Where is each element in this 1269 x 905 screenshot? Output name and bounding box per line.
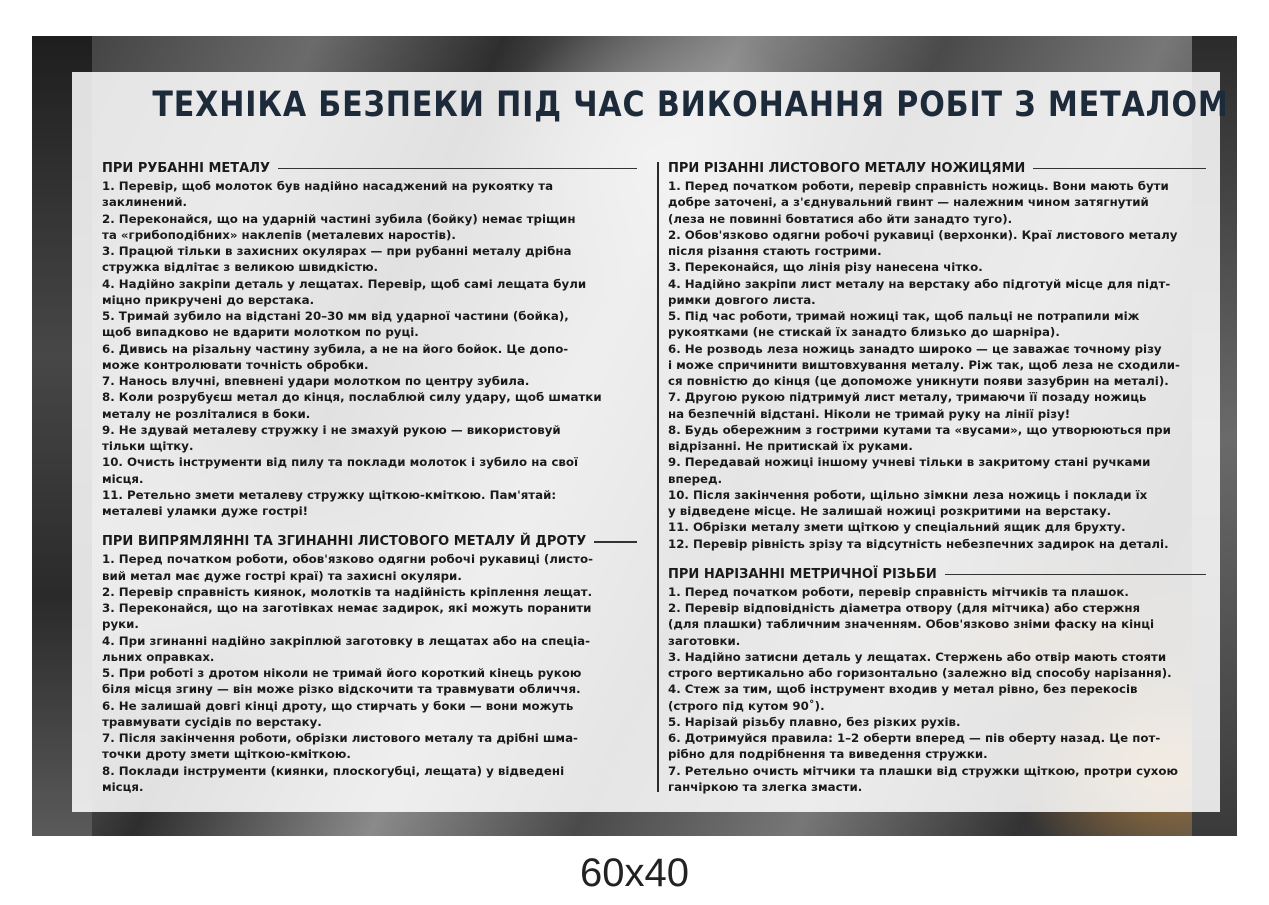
list-item: 2. Перевір відповідність діаметра отвору (для мітчика) або стержня bbox=[668, 601, 1141, 615]
format-label: 60x40 bbox=[580, 851, 689, 895]
list-item: 4. Стеж за тим, щоб інструмент входив у метал рівно, без перекосів bbox=[668, 682, 1138, 697]
list-item: 6. Не розводь леза ножиць занадто широко — це заважає точному різу bbox=[668, 341, 1162, 356]
list-item: 12. Перевір рівність зрізу та відсутність небезпечних задирок на деталі. bbox=[668, 536, 1169, 551]
list-item: льних оправках. bbox=[102, 649, 215, 664]
list-item: 3. Надійно затисни деталь у лещатах. Стержень або отвір мають стояти bbox=[668, 649, 1167, 664]
list-item: 4. Надійно закріпи лист металу на верстаку або підготуй місце для підт- bbox=[668, 276, 1171, 291]
list-item: добре заточені, а з'єднувальний гвинт — належним чином затягнутий bbox=[668, 195, 1149, 210]
section-heading-bending: ПРИ ВИПРЯМЛЯННІ ТА ЗГИНАННІ ЛИСТОВОГО МЕТАЛУ Й ДРОТУ bbox=[102, 533, 637, 550]
list-item: металу не розліталися в боки. bbox=[102, 406, 311, 421]
list-item: 11. Обрізки металу змети щіткою у спеціальний ящик для брухту. bbox=[668, 520, 1126, 535]
list-item: строго вертикально або горизонтально (залежно від способу нарізання). bbox=[668, 666, 1172, 680]
list-item: 3. Переконайся, що на заготівках немає задирок, які можуть поранити bbox=[102, 601, 592, 615]
list-item: тільки щітку. bbox=[102, 439, 194, 453]
list-item: металеві уламки дуже гострі! bbox=[102, 504, 309, 518]
list-item: 6. Не залишай довгі кінці дроту, що стирчать у боки — вони можуть bbox=[102, 698, 574, 713]
list-item: 7. Після закінчення роботи, обрізки листового металу та дрібні шма- bbox=[102, 731, 578, 745]
list-item: у відведене місце. Не залишай ножиці розкритими на верстаку. bbox=[668, 504, 1112, 518]
safety-poster bbox=[32, 36, 1237, 836]
list-item: ганчіркою та злегка змасти. bbox=[668, 779, 863, 794]
list-item: місця. bbox=[102, 471, 144, 486]
list-item: 2. Переконайся, що на ударній частині зубила (бойку) немає тріщин bbox=[102, 211, 576, 226]
list-item: щоб випадково не вдарити молотком по руці. bbox=[102, 325, 419, 340]
list-item: 1. Перед початком роботи, перевір справність ножиць. Вони мають бути bbox=[668, 179, 1169, 193]
list-item: відрізанні. Не притискай їх руками. bbox=[668, 439, 913, 453]
list-item: 5. Тримай зубило на відстані 20–30 мм від ударної частини (бойка), bbox=[102, 309, 569, 323]
list-item: 1. Перед початком роботи, перевір справність мітчиків та плашок. bbox=[668, 584, 1129, 599]
list-item: 7. Ретельно очисть мітчики та плашки від стружки щіткою, протри сухою bbox=[668, 763, 1178, 778]
section-list-cutting bbox=[668, 178, 1206, 552]
list-item: 3. Працюй тільки в захисних окулярах — при рубанні металу дрібна bbox=[102, 244, 572, 258]
list-item: місця. bbox=[102, 779, 144, 794]
list-item: міцно прикручені до верстака. bbox=[102, 292, 315, 307]
list-item: 10. Очисть інструменти від пилу та поклади молоток і зубило на свої bbox=[102, 455, 579, 470]
list-item: 8. Будь обережним з гострими кутами та «вусами», що утворюються при bbox=[668, 422, 1171, 437]
list-item: вий метал має дуже гострі краї) та захисні окуляри. bbox=[102, 568, 462, 583]
list-item: 1. Перевір, щоб молоток був надійно насаджений на рукоятку та bbox=[102, 179, 554, 193]
list-item: рібно для подрібнення та виведення стружки. bbox=[668, 747, 988, 762]
list-item: біля місця згину — він може різко відскочити та травмувати обличчя. bbox=[102, 682, 581, 697]
list-item: 9. Передавай ножиці іншому учневі тільки в закритому стані ручками bbox=[668, 455, 1151, 470]
poster-title: ТЕХНІКА БЕЗПЕКИ ПІД ЧАС ВИКОНАННЯ РОБІТ З МЕТАЛОМ bbox=[152, 85, 1229, 125]
list-item: 5. Нарізай різьбу плавно, без різких рухів. bbox=[668, 714, 961, 729]
left-column bbox=[102, 160, 637, 795]
list-item: після різання стають гострими. bbox=[668, 244, 882, 258]
list-item: 7. Нанось влучні, впевнені удари молотком по центру зубила. bbox=[102, 374, 530, 388]
list-item: (для плашки) табличним значенням. Обов'язково зніми фаску на кінці bbox=[668, 617, 1155, 632]
section-list-bending bbox=[102, 551, 637, 795]
list-item: 9. Не здувай металеву стружку і не змахуй рукою — використовуй bbox=[102, 422, 561, 437]
list-item: вперед. bbox=[668, 471, 723, 486]
list-item: руки. bbox=[102, 617, 139, 632]
right-column bbox=[668, 160, 1206, 795]
list-item: точки дроту змети щіткою-кміткою. bbox=[102, 747, 351, 762]
list-item: 2. Перевір справність киянок, молотків та надійність кріплення лещат. bbox=[102, 584, 593, 599]
list-item: заготовки. bbox=[668, 633, 741, 648]
list-item: 7. Другою рукою підтримуй лист металу, тримаючи її позаду ножиць bbox=[668, 390, 1147, 405]
list-item: на безпечній відстані. Ніколи не тримай руку на лінії різу! bbox=[668, 406, 1071, 421]
list-item: та «грибоподібних» наклепів (металевих наростів). bbox=[102, 227, 456, 242]
list-item: 8. Коли розрубуєш метал до кінця, послаблюй силу удару, щоб шматки bbox=[102, 390, 602, 405]
list-item: травмувати сусідів по верстаку. bbox=[102, 714, 322, 729]
list-item: 8. Поклади інструменти (киянки, плоскогубці, лещата) у відведені bbox=[102, 763, 565, 778]
list-item: 1. Перед початком роботи, обов'язково одягни робочі рукавиці (листо- bbox=[102, 552, 593, 567]
content-panel bbox=[72, 72, 1229, 812]
column-divider bbox=[657, 162, 659, 792]
list-item: 4. Надійно закріпи деталь у лещатах. Перевір, щоб самі лещата були bbox=[102, 276, 587, 291]
list-item: може контролювати точність обробки. bbox=[102, 357, 369, 372]
list-item: (строго під кутом 90˚). bbox=[668, 698, 825, 713]
section-list-threading bbox=[668, 584, 1206, 795]
list-item: 5. Під час роботи, тримай ножиці так, щоб пальці не потрапили між bbox=[668, 309, 1140, 323]
list-item: ся повністю до кінця (це допоможе уникнути появи зазубрин на металі). bbox=[668, 374, 1169, 388]
list-item: 2. Обов'язково одягни робочі рукавиці (верхонки). Краї листового металу bbox=[668, 227, 1178, 242]
list-item: 4. При згинанні надійно закріплюй заготовку в лещатах або на спеціа- bbox=[102, 633, 591, 648]
list-item: римки довгого листа. bbox=[668, 292, 816, 307]
list-item: 6. Дивись на різальну частину зубила, а не на його бойок. Це допо- bbox=[102, 341, 569, 356]
list-item: стружка відлітає з великою швидкістю. bbox=[102, 260, 379, 275]
list-item: 6. Дотримуйся правила: 1–2 оберти вперед — пів оберту назад. Це пот- bbox=[668, 731, 1161, 745]
list-item: заклинений. bbox=[102, 195, 188, 210]
section-heading-cutting: ПРИ РІЗАННІ ЛИСТОВОГО МЕТАЛУ НОЖИЦЯМИ bbox=[668, 160, 1206, 177]
list-item: 5. При роботі з дротом ніколи не тримай його короткий кінець рукою bbox=[102, 666, 582, 680]
list-item: 11. Ретельно змети металеву стружку щіткою-кміткою. Пам'ятай: bbox=[102, 487, 557, 502]
list-item: рукоятками (не стискай їх занадто близько до шарніра). bbox=[668, 325, 1060, 340]
section-list-chopping bbox=[102, 178, 637, 519]
list-item: 10. Після закінчення роботи, щільно зімкни леза ножиць і поклади їх bbox=[668, 487, 1148, 502]
section-heading-chopping: ПРИ РУБАННІ МЕТАЛУ bbox=[102, 160, 637, 177]
list-item: і може спричинити виштовхування металу. Ріж так, щоб леза не сходили- bbox=[668, 357, 1180, 372]
section-heading-threading: ПРИ НАРІЗАННІ МЕТРИЧНОЇ РІЗЬБИ bbox=[668, 566, 1206, 583]
list-item: (леза не повинні бовтатися або йти занадто туго). bbox=[668, 211, 1013, 226]
list-item: 3. Переконайся, що лінія різу нанесена чітко. bbox=[668, 260, 983, 275]
